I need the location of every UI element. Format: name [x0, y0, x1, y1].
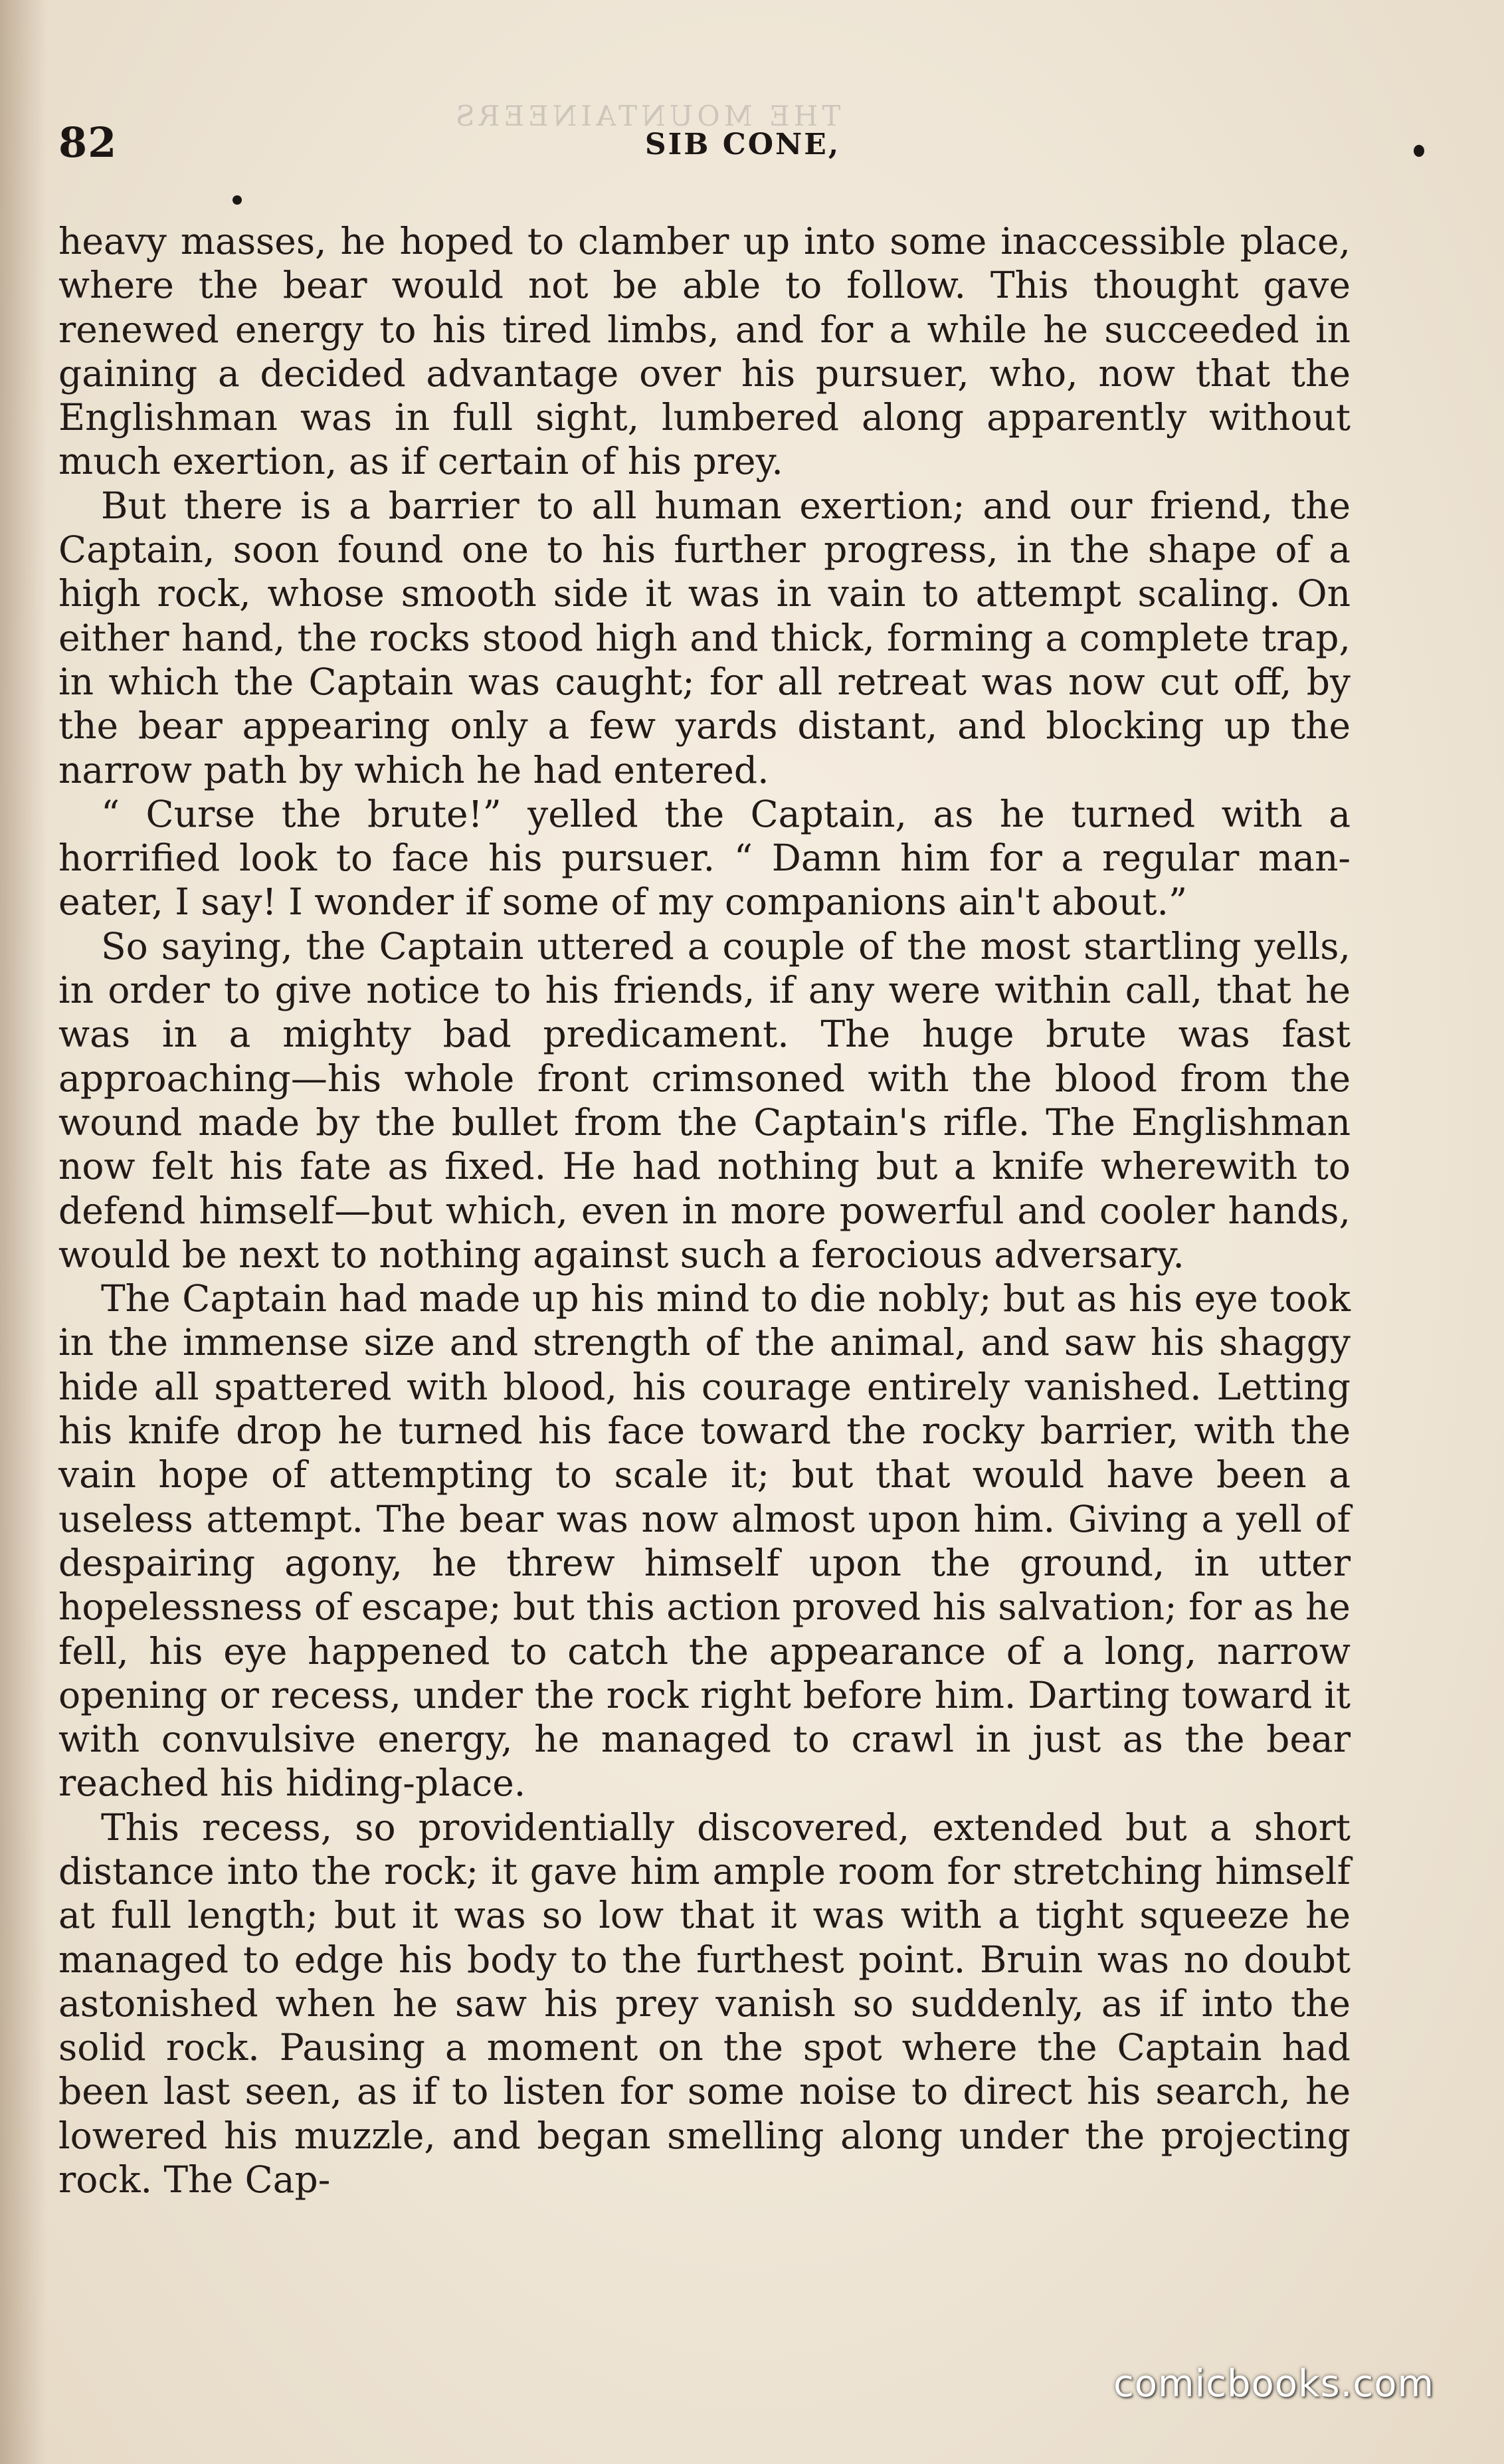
ink-dot-mark [233, 195, 242, 205]
paragraph-1: heavy masses, he hoped to clamber up into some inaccessible place, where the bear would not be able to follow. This thought gave renewed energy to his tired limbs, and for a while he succeeded in gaining a decided advantage over his pursuer, who, now that the Englishman was in full sight, lumbered along apparently without much exertion, as if certain of his prey. [58, 220, 1351, 483]
paragraph-6: This recess, so providentially discovered, extended but a short distance into the rock; it gave him ample room for stretching himself at full length; but it was so low that it was with a tight squeeze he managed to edge his body to the furthest point. Bruin was no doubt astonished when he saw his prey vanish so suddenly, as if into the solid rock. Pausing a moment on the spot where the Captain had been last seen, as if to listen for some noise to direct his search, he lowered his muzzle, and began smelling along under the projecting rock. The Cap- [58, 1805, 1351, 2202]
paragraph-3: “ Curse the brute!” yelled the Captain, as he turned with a horrified look to face his pursuer. “ Damn him for a regular man-eater, I say! I wonder if some of my companions ain't about.” [58, 792, 1351, 924]
running-title: SIB CONE, [644, 128, 841, 161]
page-number: 82 [58, 118, 118, 167]
body-text [58, 219, 1351, 2402]
paragraph-2: But there is a barrier to all human exertion; and our friend, the Captain, soon found one to his further progress, in the shape of a high rock, whose smooth side it was in vain to attempt scaling. On either hand, the rocks stood high and thick, forming a complete trap, in which the Captain was caught; for all retreat was now cut off, by the bear appearing only a few yards distant, and blocking up the narrow path by which he had entered. [58, 484, 1351, 791]
page-spine-shadow [0, 0, 47, 2464]
bleed-through-text: THE MOUNTAINEERS [452, 100, 841, 132]
running-head [58, 118, 1427, 178]
paragraph-4: So saying, the Captain uttered a couple of the most startling yells, in order to give notice to his friends, if any were within call, that he was in a mighty bad predicament. The huge brute was fast approaching—his whole front crimsoned with the blood from the wound made by the bullet from the Captain's rifle. The Englishman now felt his fate as fixed. He had nothing but a knife wherewith to defend himself—but which, even in more powerful and cooler hands, would be next to nothing against such a ferocious adversary. [58, 924, 1351, 1276]
site-watermark: comicbooks.com [1113, 2362, 1435, 2406]
paragraph-5: The Captain had made up his mind to die nobly; but as his eye took in the immense size and strength of the animal, and saw his shaggy hide all spattered with blood, his courage entirely vanished. Letting his knife drop he turned his face toward the rocky barrier, with the vain hope of attempting to scale it; but that would have been a useless attempt. The bear was now almost upon him. Giving a yell of despairing agony, he threw himself upon the ground, in utter hopelessness of escape; but this action proved his salvation; for as he fell, his eye happened to catch the appearance of a long, narrow opening or recess, under the rock right before him. Darting toward it with convulsive energy, he managed to crawl in just as the bear reached his hiding-place. [58, 1277, 1351, 1805]
ink-spot-mark [1414, 145, 1424, 157]
